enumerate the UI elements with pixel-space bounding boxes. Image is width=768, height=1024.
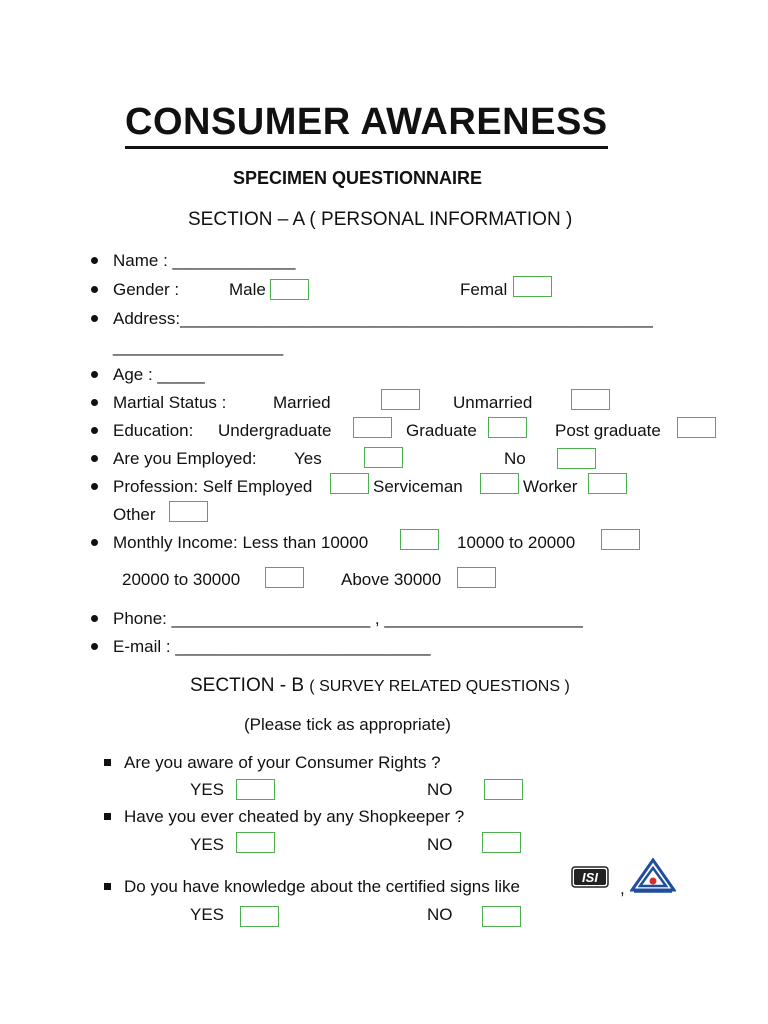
income-label: Monthly Income: Less than 10000 [113,533,369,552]
married-checkbox[interactable] [381,389,420,410]
q2-yes-label: YES [190,835,225,854]
bullet [91,286,98,293]
question-3: Do you have knowledge about the certified signs like [124,877,520,896]
income-above-30000-checkbox[interactable] [457,567,496,588]
isi-mark-icon [571,865,609,889]
q1-yes-label: YES [190,780,225,799]
self-employed-checkbox[interactable] [330,473,369,494]
section-b-sub: ( SURVEY RELATED QUESTIONS ) [309,678,570,695]
square-bullet [104,883,111,890]
female-checkbox[interactable] [513,276,552,297]
q3-no-label: NO [427,905,453,924]
income-above-30000-label: Above 30000 [341,570,442,589]
unmarried-label: Unmarried [453,393,533,412]
marital-label: Martial Status : [113,393,227,412]
income-10000-20000-label: 10000 to 20000 [457,533,576,552]
bullet [91,455,98,462]
logo-separator: , [620,879,625,898]
employed-label: Are you Employed: [113,449,257,468]
address-field[interactable]: Address:__________________________________________________ [113,309,653,328]
bullet [91,399,98,406]
page-title: CONSUMER AWARENESS [125,98,608,149]
isi-logo-text: ISI [582,870,598,885]
income-20000-30000-label: 20000 to 30000 [122,570,241,589]
undergraduate-checkbox[interactable] [353,417,392,438]
graduate-checkbox[interactable] [488,417,527,438]
q1-no-label: NO [427,780,453,799]
subtitle: SPECIMEN QUESTIONNAIRE [233,168,483,188]
bullet [91,483,98,490]
bullet [91,539,98,546]
income-less-10000-checkbox[interactable] [400,529,439,550]
q1-yes-checkbox[interactable] [236,779,275,800]
bullet [91,427,98,434]
q2-no-checkbox[interactable] [482,832,521,853]
gender-label: Gender : [113,280,180,299]
bullet [91,371,98,378]
email-field[interactable]: E-mail : ___________________________ [113,637,431,656]
phone-field[interactable]: Phone: _____________________ , _____________________ [113,609,583,628]
unmarried-checkbox[interactable] [571,389,610,410]
postgraduate-checkbox[interactable] [677,417,716,438]
income-20000-30000-checkbox[interactable] [265,567,304,588]
bullet [91,643,98,650]
question-1: Are you aware of your Consumer Rights ? [124,753,441,772]
female-label: Femal [460,280,508,299]
graduate-label: Graduate [406,421,477,440]
square-bullet [104,759,111,766]
q1-no-checkbox[interactable] [484,779,523,800]
postgraduate-label: Post graduate [555,421,661,440]
education-label: Education: [113,421,194,440]
q2-no-label: NO [427,835,453,854]
age-field[interactable]: Age : _____ [113,365,205,384]
q3-no-checkbox[interactable] [482,906,521,927]
section-b-main: SECTION - B [190,675,305,696]
q3-yes-checkbox[interactable] [240,906,279,927]
section-a-heading: SECTION – A ( PERSONAL INFORMATION ) [188,209,573,230]
bullet [91,315,98,322]
income-10000-20000-checkbox[interactable] [601,529,640,550]
employed-no-label: No [504,449,526,468]
married-label: Married [273,393,331,412]
square-bullet [104,813,111,820]
undergraduate-label: Undergraduate [218,421,332,440]
other-checkbox[interactable] [169,501,208,522]
bis-standard-mark-icon [630,858,676,894]
address-field-line2[interactable]: __________________ [113,337,284,356]
employed-no-checkbox[interactable] [557,448,596,469]
worker-label: Worker [523,477,578,496]
profession-label: Profession: Self Employed [113,477,313,496]
q3-yes-label: YES [190,905,225,924]
section-b-heading [190,675,570,697]
name-field[interactable]: Name : _____________ [113,251,296,270]
bullet [91,257,98,264]
employed-yes-checkbox[interactable] [364,447,403,468]
bullet [91,615,98,622]
worker-checkbox[interactable] [588,473,627,494]
employed-yes-label: Yes [294,449,322,468]
male-label: Male [229,280,266,299]
instruction-text: (Please tick as appropriate) [244,715,451,734]
q2-yes-checkbox[interactable] [236,832,275,853]
serviceman-label: Serviceman [373,477,463,496]
question-2: Have you ever cheated by any Shopkeeper ? [124,807,465,826]
serviceman-checkbox[interactable] [480,473,519,494]
male-checkbox[interactable] [270,279,309,300]
other-label: Other [113,505,156,524]
